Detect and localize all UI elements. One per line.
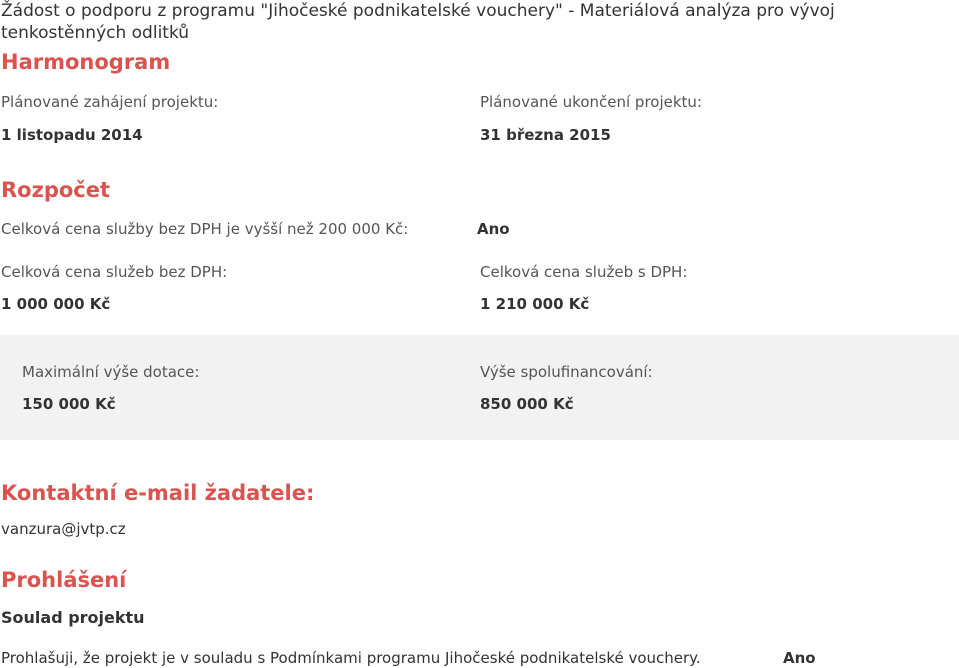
planned-start-value: 1 listopadu 2014 [1,126,143,144]
over-limit-label: Celková cena služby bez DPH je vyšší než 200 000 Kč: [1,220,409,238]
contact-heading: Kontaktní e-mail žadatele: [1,481,315,505]
budget-heading: Rozpočet [1,178,111,202]
subsidy-summary-box [0,335,959,440]
total-without-vat-value: 1 000 000 Kč [1,295,111,313]
planned-start-label: Plánované zahájení projektu: [1,93,219,111]
declaration-statement-value: Ano [783,649,816,667]
over-limit-value: Ano [477,220,510,238]
planned-end-value: 31 března 2015 [480,126,611,144]
total-with-vat-value: 1 210 000 Kč [480,295,590,313]
cofinancing-label: Výše spolufinancování: [480,363,653,381]
declaration-statement: Prohlašuji, že projekt je v souladu s Podmínkami programu Jihočeské podnikatelské vouchery. [1,649,701,667]
declaration-heading: Prohlášení [1,568,127,592]
declaration-subheading: Soulad projektu [1,608,145,627]
planned-end-label: Plánované ukončení projektu: [480,93,702,111]
contact-email: vanzura@jvtp.cz [1,520,126,538]
max-subsidy-value: 150 000 Kč [22,395,116,413]
harmonogram-heading: Harmonogram [1,50,171,74]
total-without-vat-label: Celková cena služeb bez DPH: [1,263,228,281]
document-title: Žádost o podporu z programu "Jihočeské podnikatelské vouchery" - Materiálová analýza pro vývoj tenkostěnných odlitků [1,1,835,43]
total-with-vat-label: Celková cena služeb s DPH: [480,263,688,281]
max-subsidy-label: Maximální výše dotace: [22,363,200,381]
cofinancing-value: 850 000 Kč [480,395,574,413]
